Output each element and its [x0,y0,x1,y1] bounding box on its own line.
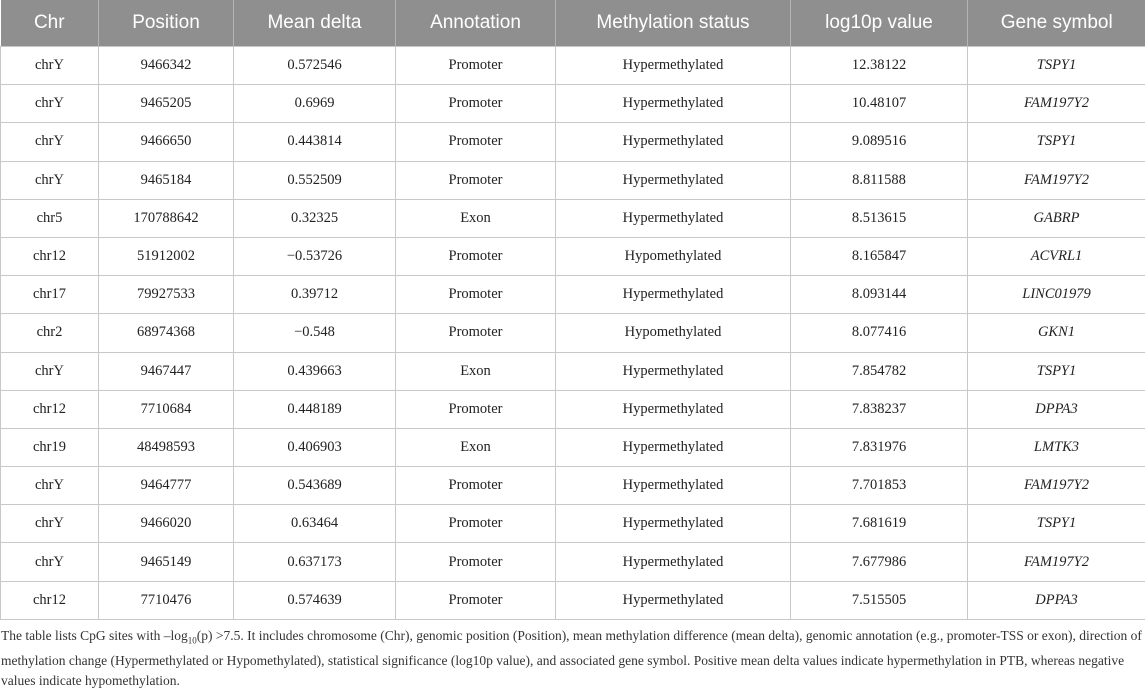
table-cell: 0.439663 [234,352,396,390]
table-cell: 0.63464 [234,505,396,543]
table-cell: Hypermethylated [556,199,791,237]
table-cell: Promoter [396,123,556,161]
table-cell: 9465149 [99,543,234,581]
table-cell: Promoter [396,543,556,581]
table-row [1,428,1145,466]
table-cell: Promoter [396,47,556,85]
table-cell: 0.6969 [234,85,396,123]
table-cell: 0.448189 [234,390,396,428]
table-row [1,47,1145,85]
table-cell: 7.515505 [791,581,968,619]
table-cell: 9465184 [99,161,234,199]
table-cell: 8.811588 [791,161,968,199]
table-row [1,314,1145,352]
table-cell: TSPY1 [968,352,1145,390]
table-cell: Hypermethylated [556,581,791,619]
column-header: log10p value [791,0,968,47]
table-cell: Hypermethylated [556,390,791,428]
table-row [1,581,1145,619]
table-cell: 0.637173 [234,543,396,581]
table-cell: 48498593 [99,428,234,466]
table-row [1,352,1145,390]
table-cell: FAM197Y2 [968,161,1145,199]
table-footnote [0,620,1145,691]
table-cell: Promoter [396,581,556,619]
table-row [1,161,1145,199]
table-cell: Promoter [396,390,556,428]
table-cell: Hypermethylated [556,467,791,505]
table-cell: 9466020 [99,505,234,543]
table-cell: DPPA3 [968,581,1145,619]
table-cell: 12.38122 [791,47,968,85]
table-cell: GKN1 [968,314,1145,352]
table-row [1,505,1145,543]
table-row [1,85,1145,123]
table-cell: 9467447 [99,352,234,390]
table-cell: 7.838237 [791,390,968,428]
table-cell: 0.443814 [234,123,396,161]
table-cell: 7.831976 [791,428,968,466]
table-cell: 9465205 [99,85,234,123]
table-cell: 8.165847 [791,237,968,275]
table-row [1,199,1145,237]
table-cell: Promoter [396,85,556,123]
table-cell: 8.513615 [791,199,968,237]
table-row [1,237,1145,275]
table-cell: chr2 [1,314,99,352]
table-cell: 7.681619 [791,505,968,543]
table-cell: FAM197Y2 [968,543,1145,581]
table-cell: Exon [396,199,556,237]
table-cell: Exon [396,428,556,466]
table-cell: 0.552509 [234,161,396,199]
column-header: Gene symbol [968,0,1145,47]
table-cell: TSPY1 [968,123,1145,161]
table-cell: 0.39712 [234,276,396,314]
table-cell: Promoter [396,237,556,275]
table-cell: −0.548 [234,314,396,352]
table-cell: 10.48107 [791,85,968,123]
table-row [1,123,1145,161]
table-cell: Hypermethylated [556,85,791,123]
column-header: Position [99,0,234,47]
table-cell: chrY [1,505,99,543]
table-cell: Hypermethylated [556,276,791,314]
table-cell: Hypermethylated [556,428,791,466]
table-cell: chrY [1,85,99,123]
table-cell: 68974368 [99,314,234,352]
footnote-text-cont: (p) >7.5. It includes chromosome (Chr), genomic position (Position), mean methylation difference (mean delta), genomic annotation (e.g., promoter-TSS or exon), direction of methylation change (Hypermethylated or Hypomethylated), statistical significance (log10p value), and associated gene symbol. Positive mean delta values indicate hypermethylation in PTB, whereas negative values indicate hypomethylation. [1,627,1142,688]
table-cell: Promoter [396,467,556,505]
table-cell: 170788642 [99,199,234,237]
table-cell: 7.677986 [791,543,968,581]
table-cell: 0.572546 [234,47,396,85]
table-cell: 7.854782 [791,352,968,390]
table-cell: chr12 [1,581,99,619]
table-cell: Hypomethylated [556,237,791,275]
table-cell: Hypermethylated [556,543,791,581]
table-cell: 8.077416 [791,314,968,352]
table-row [1,467,1145,505]
table-cell: 8.093144 [791,276,968,314]
table-cell: FAM197Y2 [968,467,1145,505]
table-cell: 0.543689 [234,467,396,505]
table-cell: DPPA3 [968,390,1145,428]
table-cell: 7710684 [99,390,234,428]
table-cell: 79927533 [99,276,234,314]
table-cell: chr17 [1,276,99,314]
column-header: Chr [1,0,99,47]
column-header: Annotation [396,0,556,47]
table-cell: 7710476 [99,581,234,619]
table-cell: Hypermethylated [556,505,791,543]
table-cell: chr12 [1,237,99,275]
column-header: Mean delta [234,0,396,47]
table-cell: Promoter [396,276,556,314]
table-cell: chr12 [1,390,99,428]
table-cell: 51912002 [99,237,234,275]
table-cell: 0.32325 [234,199,396,237]
footnote-subscript: 10 [187,635,197,646]
table-cell: chr19 [1,428,99,466]
table-cell: 0.406903 [234,428,396,466]
table-cell: TSPY1 [968,505,1145,543]
table-cell: Promoter [396,161,556,199]
table-cell: Hypermethylated [556,352,791,390]
table-cell: Promoter [396,505,556,543]
table-cell: Hypermethylated [556,123,791,161]
table-cell: chrY [1,47,99,85]
table-cell: 7.701853 [791,467,968,505]
table-cell: 0.574639 [234,581,396,619]
table-row [1,276,1145,314]
table-cell: Hypermethylated [556,47,791,85]
table-cell: LINC01979 [968,276,1145,314]
table-header [1,0,1145,47]
table-cell: chrY [1,123,99,161]
table-cell: 9466650 [99,123,234,161]
table-cell: Hypermethylated [556,161,791,199]
table-cell: ACVRL1 [968,237,1145,275]
table-cell: 9464777 [99,467,234,505]
table-row [1,390,1145,428]
table-cell: −0.53726 [234,237,396,275]
table-cell: TSPY1 [968,47,1145,85]
column-header: Methylation status [556,0,791,47]
table-row [1,543,1145,581]
table-cell: GABRP [968,199,1145,237]
table-cell: 9466342 [99,47,234,85]
table-cell: chrY [1,467,99,505]
table-cell: FAM197Y2 [968,85,1145,123]
table-cell: LMTK3 [968,428,1145,466]
table-cell: chr5 [1,199,99,237]
table-cell: Promoter [396,314,556,352]
footnote-text: The table lists CpG sites with –log [1,627,188,643]
table-cell: chrY [1,543,99,581]
table-cell: Exon [396,352,556,390]
table-cell: chrY [1,352,99,390]
table-cell: Hypomethylated [556,314,791,352]
table-cell: chrY [1,161,99,199]
table-cell: 9.089516 [791,123,968,161]
